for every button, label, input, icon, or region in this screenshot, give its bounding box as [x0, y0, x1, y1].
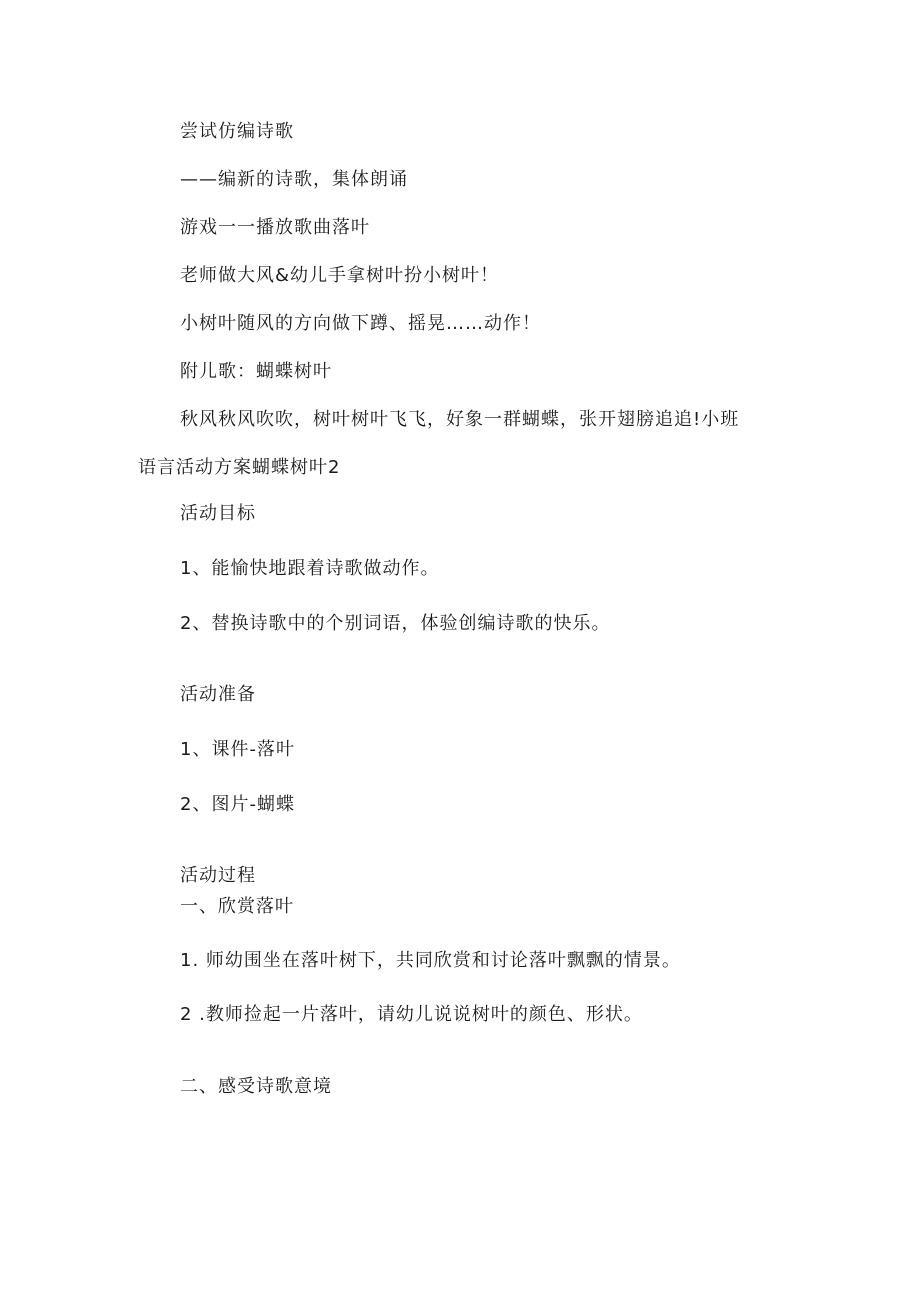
text-line-8: 语言活动方案蝴蝶树叶2	[138, 457, 341, 478]
process-step-heading-1: 一、欣赏落叶	[180, 896, 294, 917]
section-heading-process: 活动过程	[180, 865, 256, 886]
goal-item-2: 2、替换诗歌中的个别词语，体验创编诗歌的快乐。	[180, 613, 611, 634]
section-heading-preparation: 活动准备	[180, 684, 256, 705]
section-heading-goals: 活动目标	[180, 503, 256, 524]
text-line-6: 附儿歌：蝴蝶树叶	[180, 361, 332, 382]
process-item-1: 1. 师幼围坐在落叶树下，共同欣赏和讨论落叶飘飘的情景。	[180, 950, 681, 971]
text-line-5: 小树叶随风的方向做下蹲、摇晃……动作！	[180, 313, 541, 334]
text-line-1: 尝试仿编诗歌	[180, 121, 294, 142]
goal-item-1: 1、能愉快地跟着诗歌做动作。	[180, 558, 440, 579]
preparation-item-1: 1、课件-落叶	[180, 739, 295, 760]
text-line-7: 秋风秋风吹吹，树叶树叶飞飞，好象一群蝴蝶，张开翅膀追追!小班	[180, 409, 740, 430]
text-line-2: ——编新的诗歌，集体朗诵	[180, 169, 408, 190]
text-line-3: 游戏一一播放歌曲落叶	[180, 217, 370, 238]
process-step-heading-2: 二、感受诗歌意境	[180, 1076, 332, 1097]
process-item-2: 2 .教师捡起一片落叶，请幼儿说说树叶的颜色、形状。	[180, 1004, 643, 1025]
text-line-4: 老师做大风&幼儿手拿树叶扮小树叶！	[180, 265, 500, 286]
preparation-item-2: 2、图片-蝴蝶	[180, 794, 295, 815]
